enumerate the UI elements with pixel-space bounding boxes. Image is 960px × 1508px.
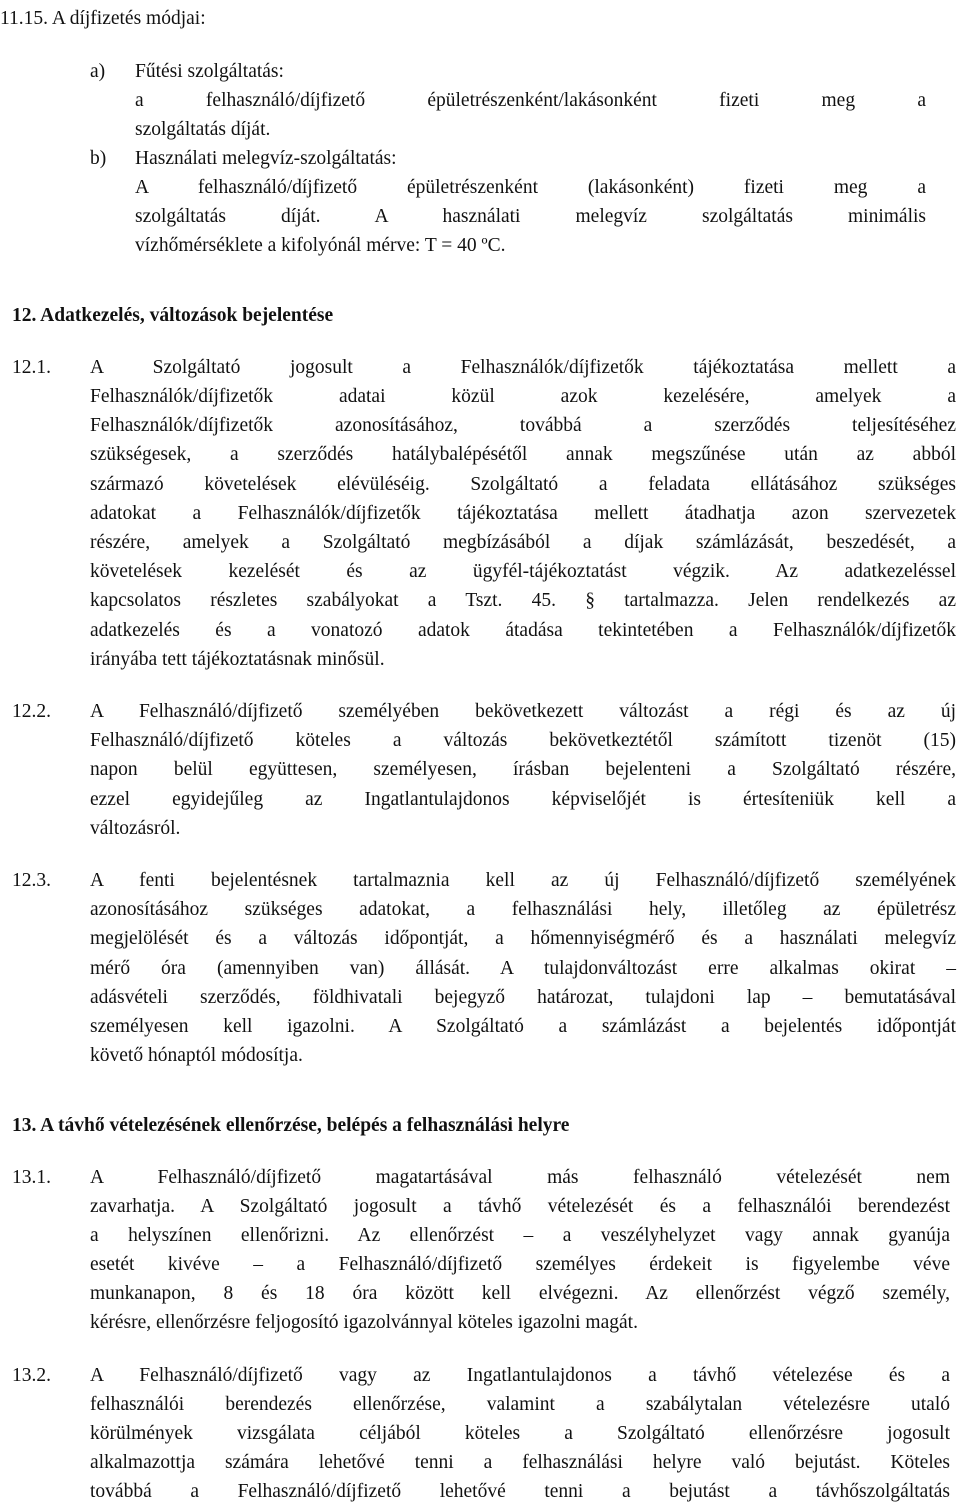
para-13-1-line-3: a helyszínen ellenőrizni. Az ellenőrzést – a veszélyhelyzet vagy annak gyanúja — [90, 1225, 950, 1246]
list-a-line-2: a felhasználó/díjfizető épületrészenként/lakásonként fizeti meg a — [135, 90, 926, 111]
para-13-1-number: 13.1. — [12, 1167, 51, 1188]
para-12-3-line-1: A fenti bejelentésnek tartalmaznia kell az új Felhasználó/díjfizető személyének — [90, 870, 956, 891]
para-12-1-line-7: részére, amelyek a Szolgáltató megbízásából a díjak számlázását, beszedését, a — [90, 532, 956, 553]
para-12-3-line-5: adásvételi szerződés, földhivatali bejegyző határozat, tulajdoni lap – bemutatásával — [90, 987, 956, 1008]
para-12-3-line-2: azonosításához szükséges adatokat, a felhasználási hely, illetőleg az épületrész — [90, 899, 956, 920]
list-b-line-2: A felhasználó/díjfizető épületrészenként (lakásonként) fizeti meg a — [135, 177, 926, 198]
list-a-line-1: Fűtési szolgáltatás: — [135, 61, 284, 82]
para-13-2-line-2: felhasználói berendezés ellenőrzése, valamint a szabálytalan vételezésre utaló — [90, 1394, 950, 1415]
list-marker-a: a) — [90, 61, 106, 82]
heading-13: 13. A távhő vételezésének ellenőrzése, belépés a felhasználási helyre — [12, 1115, 570, 1136]
para-12-2-line-4: ezzel egyidejűleg az Ingatlantulajdonos képviselőjét is értesíteniük kell a — [90, 789, 956, 810]
para-12-1-number: 12.1. — [12, 357, 51, 378]
para-12-2-line-5: változásról. — [90, 818, 181, 839]
list-b-line-3: szolgáltatás díját. A használati melegvíz szolgáltatás minimális — [135, 206, 926, 227]
para-12-1-line-9: kapcsolatos részletes szabályokat a Tszt. 45. § tartalmazza. Jelen rendelkezés az — [90, 590, 956, 611]
para-12-1-line-11: irányába tett tájékoztatásnak minősül. — [90, 649, 385, 670]
para-12-1-line-4: szükségesek, a szerződés hatálybalépésétől annak megszűnése után az abból — [90, 444, 956, 465]
para-12-3-number: 12.3. — [12, 870, 51, 891]
list-b-line-4: vízhőmérséklete a kifolyónál mérve: T = 40 ºC. — [135, 235, 506, 256]
section-title-11-15: 11.15. A díjfizetés módjai: — [0, 8, 206, 29]
para-12-2-line-3: napon belül együttesen, személyesen, írásban bejelenteni a Szolgáltató részére, — [90, 759, 956, 780]
para-13-2-line-1: A Felhasználó/díjfizető vagy az Ingatlantulajdonos a távhő vételezése és a — [90, 1365, 950, 1386]
para-12-3-line-6: személyesen kell igazolni. A Szolgáltató a számlázást a bejelentés időpontját — [90, 1016, 956, 1037]
list-marker-b: b) — [90, 148, 107, 169]
para-13-1-line-4: esetét kivéve – a Felhasználó/díjfizető személyes érdekeit is figyelembe véve — [90, 1254, 950, 1275]
para-12-1-line-10: adatkezelés és a vonatozó adatok átadása tekintetében a Felhasználók/díjfizetők — [90, 620, 956, 641]
para-12-3-line-3: megjelölését és a változás időpontját, a hőmennyiségmérő és a használati melegvíz — [90, 928, 956, 949]
para-13-2-number: 13.2. — [12, 1365, 51, 1386]
list-b-line-1: Használati melegvíz-szolgáltatás: — [135, 148, 397, 169]
para-12-2-number: 12.2. — [12, 701, 51, 722]
para-13-1-line-1: A Felhasználó/díjfizető magatartásával más felhasználó vételezését nem — [90, 1167, 950, 1188]
para-12-3-line-4: mérő óra (amennyiben van) állását. A tulajdonváltozást erre alkalmas okirat – — [90, 958, 956, 979]
para-13-2-line-4: alkalmazottja számára lehetővé tenni a felhasználási helyre való bejutást. Köteles — [90, 1452, 950, 1473]
para-13-2-line-3: körülmények vizsgálata céljából köteles a Szolgáltató ellenőrzésre jogosult — [90, 1423, 950, 1444]
para-13-1-line-6: kérésre, ellenőrzésre feljogosító igazolvánnyal köteles igazolni magát. — [90, 1312, 638, 1333]
para-12-1-line-8: követelések kezelését és az ügyfél-tájékoztatást végzik. Az adatkezeléssel — [90, 561, 956, 582]
para-12-1-line-1: A Szolgáltató jogosult a Felhasználók/díjfizetők tájékoztatása mellett a — [90, 357, 956, 378]
para-12-1-line-5: származó követelések elévüléséig. Szolgáltató a feladata ellátásához szükséges — [90, 474, 956, 495]
para-12-1-line-3: Felhasználók/díjfizetők azonosításához, továbbá a szerződés teljesítéséhez — [90, 415, 956, 436]
para-12-2-line-1: A Felhasználó/díjfizető személyében bekövetkezett változást a régi és az új — [90, 701, 956, 722]
para-13-1-line-2: zavarhatja. A Szolgáltató jogosult a távhő vételezését és a felhasználói berendezést — [90, 1196, 950, 1217]
para-12-1-line-6: adatokat a Felhasználók/díjfizetők tájékoztatása mellett átadhatja azon szervezetek — [90, 503, 956, 524]
list-a-line-3: szolgáltatás díját. — [135, 119, 271, 140]
para-13-1-line-5: munkanapon, 8 és 18 óra között kell elvégezni. Az ellenőrzést végző személy, — [90, 1283, 950, 1304]
para-13-2-line-5: továbbá a Felhasználó/díjfizető lehetővé tenni a bejutást a távhőszolgáltatás — [90, 1481, 950, 1502]
para-12-3-line-7: követő hónaptól módosítja. — [90, 1045, 303, 1066]
para-12-1-line-2: Felhasználók/díjfizetők adatai közül azok kezelésére, amelyek a — [90, 386, 956, 407]
heading-12: 12. Adatkezelés, változások bejelentése — [12, 305, 334, 326]
para-12-2-line-2: Felhasználó/díjfizető köteles a változás bekövetkeztétől számított tizenöt (15) — [90, 730, 956, 751]
